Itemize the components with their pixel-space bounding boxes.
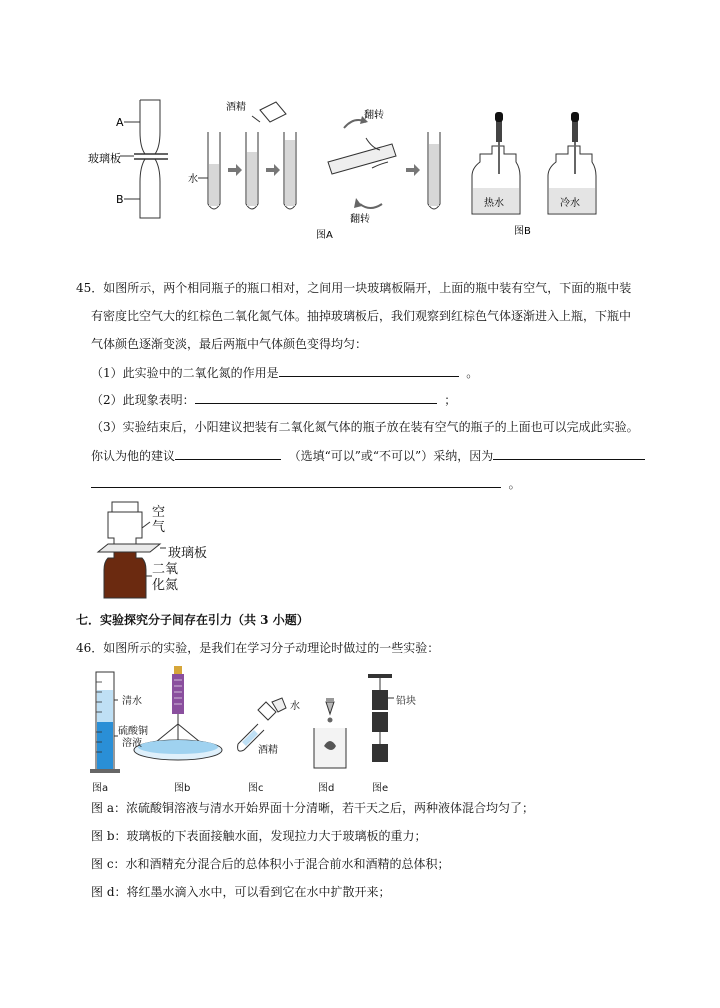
label-glass-plate: 玻璃板 xyxy=(88,152,121,165)
q46-desc-d: 图 d：将红墨水滴入水中，可以看到它在水中扩散开来； xyxy=(91,885,391,899)
q45-part-1 xyxy=(91,365,478,380)
q45-part-3-line-2 xyxy=(91,448,645,463)
section-heading: 七．实验探究分子间存在引力（共 3 小题） xyxy=(76,613,309,627)
lead-blocks xyxy=(368,674,394,762)
label-no2: 二氧化氮 xyxy=(152,562,179,593)
q45-part-1-prefix: （1）此实验中的二氧化氮的作用是 xyxy=(91,366,279,380)
q45-answer-blank-4[interactable] xyxy=(493,448,645,460)
q45-part-3-line-1: （3）实验结束后，小阳建议把装有二氧化氮气体的瓶子放在装有空气的瓶子的上面也可以完成此实验。 xyxy=(91,420,639,434)
label-glass-plate-2: 玻璃板 xyxy=(168,546,208,561)
label-air: 空气 xyxy=(152,505,166,535)
q45-line-3: 气体颜色逐渐变淡，最后两瓶中气体颜色变得均匀： xyxy=(91,337,368,351)
q45-part-3-a: 你认为他的建议 xyxy=(91,449,176,463)
label-alcohol: 酒精 xyxy=(226,102,246,113)
caption-fig-e: 图e xyxy=(372,783,389,794)
graduated-cylinder xyxy=(90,672,120,773)
air-bottle xyxy=(108,502,142,544)
alcohol-bottle xyxy=(260,102,286,122)
q45-part-1-suffix: 。 xyxy=(466,366,479,380)
q45-answer-blank-5[interactable] xyxy=(91,476,501,488)
q45-line-2: 有密度比空气大的红棕色二氧化氮气体。抽掉玻璃板后，我们观察到红棕色气体逐渐进入上瓶，下瓶中 xyxy=(91,309,632,323)
caption-figure-b: 图B xyxy=(514,226,531,237)
q45-line-1: 45．如图所示，两个相同瓶子的瓶口相对，之间用一块玻璃板隔开，上面的瓶中装有空气，下面的瓶中装 xyxy=(76,281,632,295)
q45-part-3-line-3 xyxy=(91,476,521,491)
tube-pair-diagram xyxy=(134,100,168,218)
caption-fig-c: 图c xyxy=(248,783,264,794)
label-flip-bottom: 翻转 xyxy=(350,214,370,225)
label-lead-block: 铅块 xyxy=(396,696,416,707)
q46-intro: 46．如图所示的实验，是我们在学习分子动理论时做过的一些实验： xyxy=(76,641,440,655)
figure-diffusion-experiments xyxy=(88,92,590,242)
q45-answer-blank-2[interactable] xyxy=(195,392,437,404)
label-alcohol-c: 酒精 xyxy=(258,745,278,756)
q45-part-3-end: 。 xyxy=(508,477,521,491)
caption-fig-a: 图a xyxy=(92,783,109,794)
no2-bottle xyxy=(104,552,146,598)
caption-fig-b: 图b xyxy=(174,783,191,794)
q46-desc-a: 图 a：浓硫酸铜溶液与清水开始界面十分清晰，若干天之后，两种液体混合均匀了； xyxy=(91,801,534,815)
q45-part-2-prefix: （2）此现象表明： xyxy=(91,393,195,407)
label-b: B xyxy=(116,193,124,206)
label-flip-top: 翻转 xyxy=(364,110,384,121)
caption-figure-a: 图A xyxy=(316,230,333,241)
label-a: A xyxy=(116,116,124,129)
label-cuso4-1: 硫酸铜 xyxy=(118,726,148,737)
q45-part-2-suffix: ； xyxy=(444,393,457,407)
q45-part-2 xyxy=(91,392,456,407)
q45-answer-blank-1[interactable] xyxy=(279,365,459,377)
spring-scale xyxy=(134,666,222,760)
ink-beaker xyxy=(314,698,346,768)
label-cuso4-2: 溶液 xyxy=(122,738,142,749)
label-clear-water: 清水 xyxy=(122,696,142,707)
label-water-c: 水 xyxy=(290,701,300,712)
q45-answer-blank-3[interactable] xyxy=(175,448,281,460)
q45-part-3-b: （选填“可以”或“不可以”）采纳，因为 xyxy=(288,449,494,463)
q46-desc-b: 图 b：玻璃板的下表面接触水面，发现拉力大于玻璃板的重力； xyxy=(91,829,427,843)
label-cold-water: 冷水 xyxy=(560,198,580,209)
label-water: 水 xyxy=(188,174,198,185)
glass-plate xyxy=(98,544,160,552)
flipping-tube xyxy=(328,116,396,208)
caption-fig-d: 图d xyxy=(318,783,335,794)
q46-desc-c: 图 c：水和酒精充分混合后的总体积小于混合前水和酒精的总体积； xyxy=(91,857,450,871)
label-hot-water: 热水 xyxy=(484,198,504,209)
